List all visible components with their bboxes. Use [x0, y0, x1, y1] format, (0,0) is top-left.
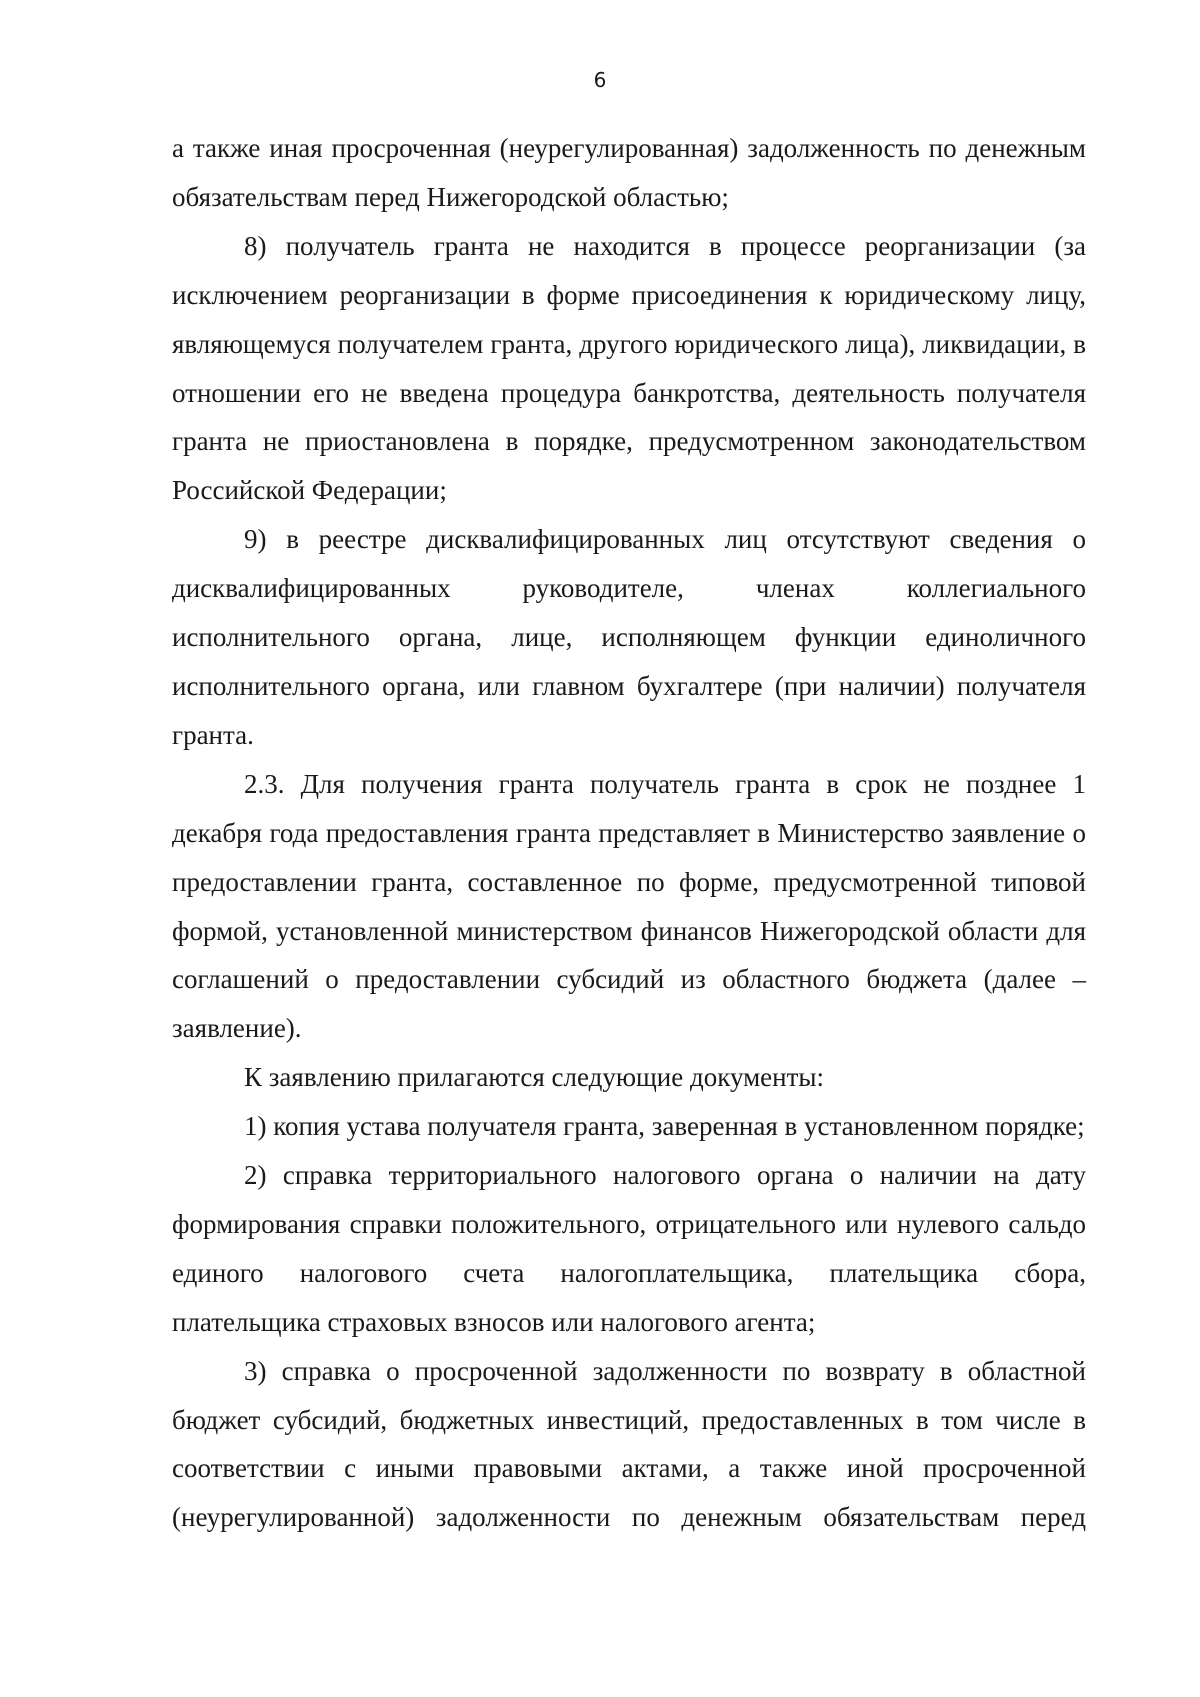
paragraph-doc-1: 1) копия устава получателя гранта, заверенная в установленном порядке; — [244, 1111, 1085, 1142]
paragraph-doc-2: 2) справка территориального налогового органа о наличии на дату формирования справки положительного, отрицательного или нулевого сальдо единого налогового счета налогоплательщика, плательщика сбора, плательщика страховых взносов или налогового агента; — [172, 1160, 1086, 1337]
document-body — [172, 124, 1086, 1542]
paragraph-documents-intro: К заявлению прилагаются следующие документы: — [244, 1062, 825, 1093]
paragraph-section-2-3: 2.3. Для получения гранта получатель гранта в срок не позднее 1 декабря года предоставления гранта представляет в Министерство заявление о предоставлении гранта, составленное по форме, предусмотренной типовой формой, установленной министерством финансов Нижегородской области для соглашений о предоставлении субсидий из областного бюджета (далее – заявление). — [172, 768, 1086, 1044]
paragraph-continuation: а также иная просроченная (неурегулированная) задолженность по денежным обязательствам перед Нижегородской областью; — [172, 133, 1086, 212]
page-number: 6 — [593, 68, 607, 92]
paragraph-doc-3: 3) справка о просроченной задолженности по возврату в областной бюджет субсидий, бюджетных инвестиций, предоставленных в том числе в соответствии с иными правовыми актами, а также иной просроченной (неурегулированной) задолженности по денежным обязательствам перед — [172, 1355, 1086, 1533]
paragraph-item-8: 8) получатель гранта не находится в процессе реорганизации (за исключением реорганизации в форме присоединения к юридическому лицу, являющемуся получателем гранта, другого юридического лица), ликвидации, в отношении его не введена процедура банкротства, деятельность получателя гранта не приостановлена в порядке, предусмотренном законодательством Российской Федерации; — [172, 230, 1086, 506]
paragraph-item-9: 9) в реестре дисквалифицированных лиц отсутствуют сведения о дисквалифицированных руководителе, членах коллегиального исполнительного органа, лице, исполняющем функции единоличного исполнительного органа, или главном бухгалтере (при наличии) получателя гранта. — [172, 524, 1086, 750]
